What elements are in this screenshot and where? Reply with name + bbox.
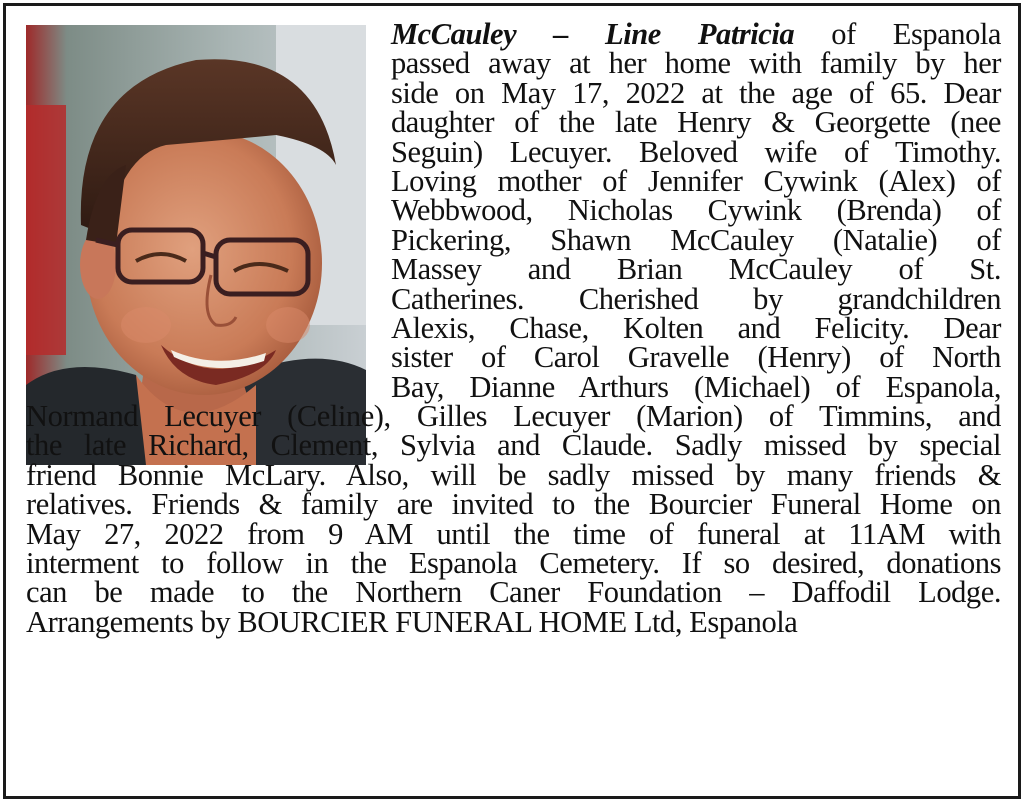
surname: McCauley [391,17,517,51]
given-names: Line Patricia [605,17,795,51]
obituary-line: relatives. Friends & family are invited to the Bourcier Funeral Home on [26,487,1001,522]
obituary-line: passed away at her home with family by her [391,46,1001,81]
obituary-line: Catherines. Cherished by grandchildren [391,281,1001,316]
obituary-line: Loving mother of Jennifer Cywink (Alex) of [391,163,1001,198]
obituary-line: daughter of the late Henry & Georgette (nee [391,105,1001,140]
obituary-line: interment to follow in the Espanola Cemetery. If so desired, donations [26,546,1001,581]
obituary-notice [3,3,1021,799]
obituary-line: Seguin) Lecuyer. Beloved wife of Timothy. [391,134,1001,169]
obituary-line: May 27, 2022 from 9 AM until the time of funeral at 11AM with [26,516,1001,551]
obituary-line: sister of Carol Gravelle (Henry) of North [391,340,1001,375]
obituary-line: Pickering, Shawn McCauley (Natalie) of [391,222,1001,257]
obituary-line: Normand Lecuyer (Celine), Gilles Lecuyer (Marion) of Timmins, and [26,399,1001,434]
obituary-line: Massey and Brian McCauley of St. [391,252,1001,287]
obituary-line: Webbwood, Nicholas Cywink (Brenda) of [391,193,1001,228]
obituary-line: Bay, Dianne Arthurs (Michael) of Espanola, [391,369,1001,404]
obituary-line: side on May 17, 2022 at the age of 65. Dear [391,75,1001,110]
obituary-line: can be made to the Northern Caner Foundation – Daffodil Lodge. [26,575,1001,610]
obituary-line-last: Arrangements by BOURCIER FUNERAL HOME Ltd, Espanola [26,604,798,639]
obituary-line: friend Bonnie McLary. Also, will be sadly missed by many friends & [26,457,1001,492]
obituary-line: the late Richard, Clement, Sylvia and Claude. Sadly missed by special [26,428,1001,463]
name-dash: – [516,17,606,51]
first-line-rest: of Espanola [794,17,1001,51]
obituary-line: Alexis, Chase, Kolten and Felicity. Dear [391,310,1001,345]
obituary-line-1 [391,17,1001,51]
obituary-text [26,17,1001,639]
